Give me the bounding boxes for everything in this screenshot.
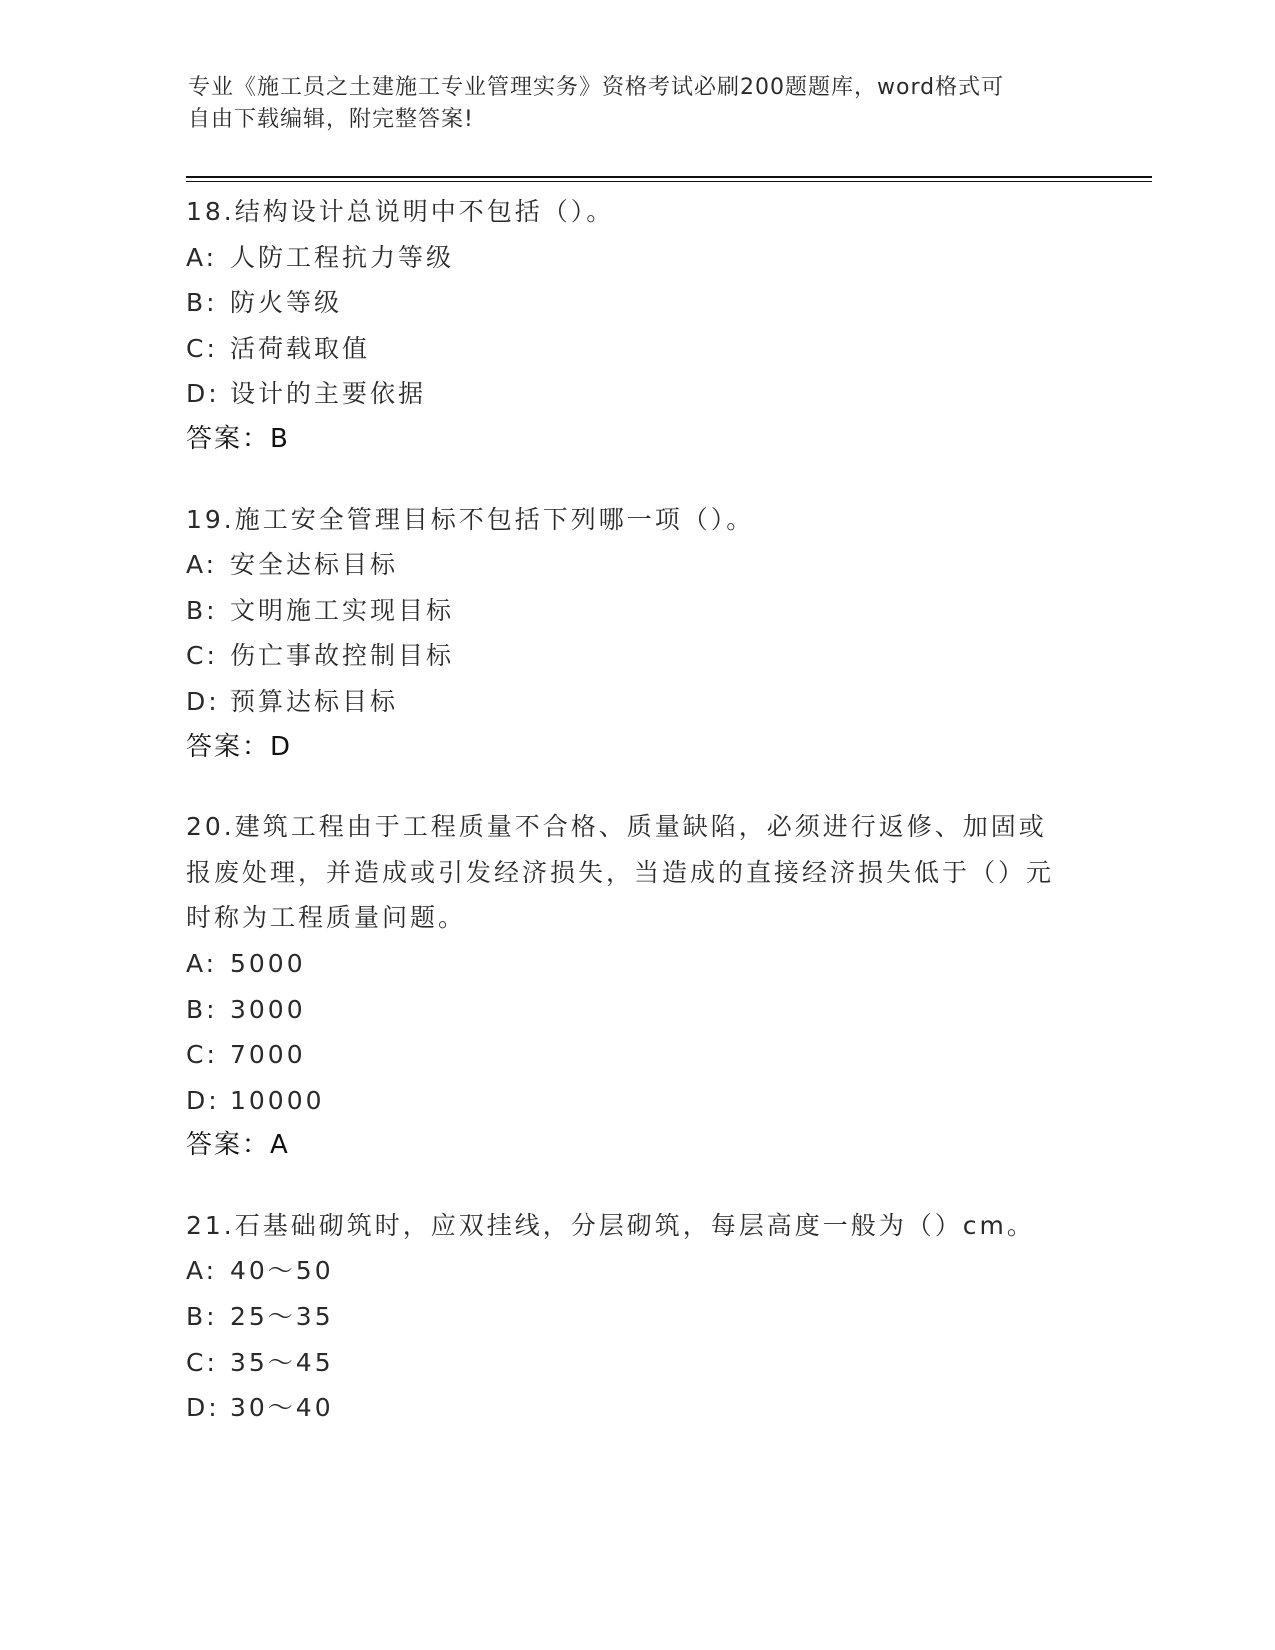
header-divider-thick (186, 176, 1152, 178)
option-text: 文明施工实现目标 (230, 595, 455, 625)
header-line-1: 专业《施工员之土建施工专业管理实务》资格考试必刷200题题库，word格式可 (188, 75, 1005, 100)
option-text: 25～35 (230, 1302, 334, 1332)
option-text: 设计的主要依据 (230, 379, 427, 409)
answer-line: 答案：D (186, 731, 293, 762)
header-divider-thin (186, 181, 1152, 182)
option-letter: B: (186, 288, 218, 318)
question-text: 20.建筑工程由于工程质量不合格、质量缺陷，必须进行返修、加固或报废处理，并造成或引发经济损失，当造成的直接经济损失低于（）元时称为工程质量问题。 (186, 812, 1055, 933)
option-text: 3000 (230, 994, 306, 1024)
option-text: 安全达标目标 (230, 550, 399, 580)
answer-line: 答案：A (186, 1130, 290, 1161)
option-text: 预算达标目标 (230, 686, 399, 716)
option-letter: B: (186, 595, 218, 625)
option-letter: A: (186, 242, 218, 272)
option-text: 40～50 (230, 1256, 334, 1286)
option-b (186, 588, 1086, 634)
option-letter: C: (186, 641, 218, 671)
option-letter: D: (186, 1393, 220, 1423)
question-21 (186, 1203, 1086, 1431)
question-text: 18.结构设计总说明中不包括（）。 (186, 197, 615, 226)
option-a (186, 235, 1086, 281)
option-d (186, 1078, 1086, 1124)
option-b (186, 987, 1086, 1033)
document-header (188, 72, 1068, 136)
option-letter: A: (186, 948, 218, 978)
option-a (186, 941, 1086, 987)
question-18 (186, 189, 1086, 463)
header-line-2: 自由下载编辑，附完整答案! (188, 107, 474, 132)
option-letter: C: (186, 1040, 218, 1070)
option-letter: B: (186, 994, 218, 1024)
option-letter: A: (186, 550, 218, 580)
question-text: 21.石基础砌筑时，应双挂线，分层砌筑，每层高度一般为（）cm。 (186, 1210, 1035, 1240)
option-text: 10000 (230, 1085, 325, 1115)
option-text: 活荷载取值 (230, 333, 371, 363)
option-d (186, 1385, 1086, 1431)
option-text: 35～45 (230, 1347, 334, 1377)
option-letter: D: (186, 686, 220, 716)
option-c (186, 1032, 1086, 1078)
question-text: 19.施工安全管理目标不包括下列哪一项（）。 (186, 504, 755, 534)
option-b (186, 280, 1086, 326)
option-letter: C: (186, 1347, 218, 1377)
question-20 (186, 804, 1086, 1169)
question-list (186, 189, 1086, 1465)
option-c (186, 1340, 1086, 1386)
option-c (186, 633, 1086, 679)
question-19 (186, 497, 1086, 771)
option-text: 7000 (230, 1040, 306, 1070)
option-text: 防火等级 (230, 288, 343, 318)
option-b (186, 1294, 1086, 1340)
option-letter: B: (186, 1302, 218, 1332)
option-letter: D: (186, 1085, 220, 1115)
option-d (186, 679, 1086, 725)
option-a (186, 1248, 1086, 1294)
option-letter: A: (186, 1256, 218, 1286)
option-a (186, 542, 1086, 588)
answer-line: 答案：B (186, 423, 290, 454)
option-d (186, 371, 1086, 417)
option-text: 30～40 (230, 1393, 334, 1423)
option-letter: D: (186, 379, 220, 409)
option-letter: C: (186, 333, 218, 363)
option-c (186, 326, 1086, 372)
option-text: 5000 (230, 948, 306, 978)
option-text: 伤亡事故控制目标 (230, 641, 455, 671)
option-text: 人防工程抗力等级 (230, 242, 455, 272)
